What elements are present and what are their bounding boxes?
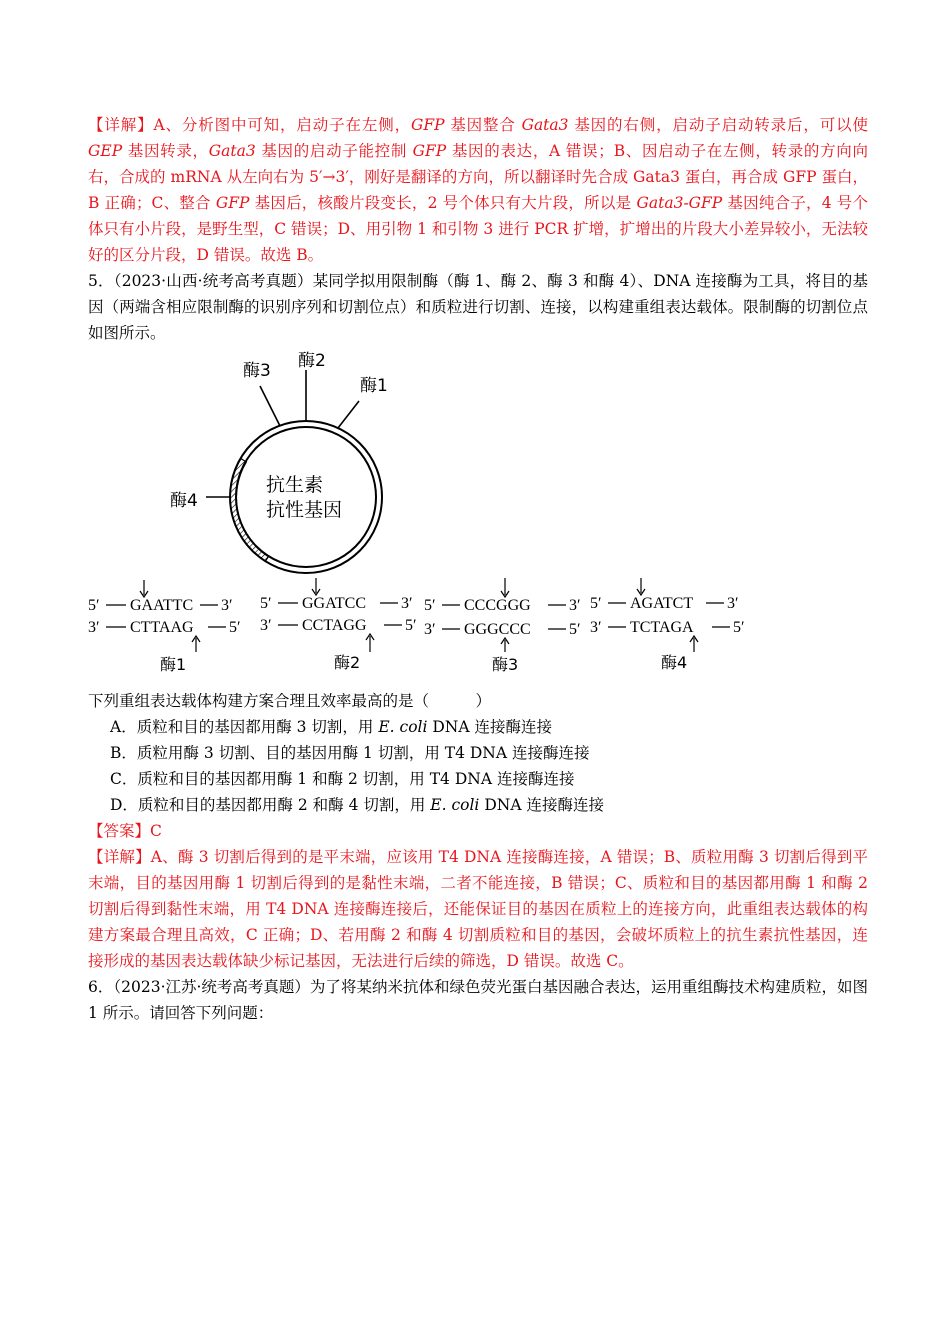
svg-text:5′: 5′ <box>88 597 100 614</box>
option-text-run: B．质粒用酶 3 切割、目的基因用酶 1 切割，用 T4 DNA 连接酶连接 <box>110 744 590 762</box>
svg-text:5′: 5′ <box>733 619 745 636</box>
restriction-enzyme-figure <box>88 346 868 684</box>
site3-enzyme-label: 酶3 <box>492 655 519 674</box>
question-5-answer: 【答案】C <box>88 822 162 840</box>
option-text-run: D．质粒和目的基因都用酶 2 和酶 4 切割，用 <box>110 796 431 814</box>
site1-enzyme-label: 酶1 <box>160 655 187 674</box>
svg-text:5′: 5′ <box>405 617 417 634</box>
prev-run: GFP <box>410 116 445 134</box>
svg-text:3′: 3′ <box>88 619 100 636</box>
site-4 <box>590 578 745 672</box>
enzyme4-label: 酶4 <box>170 491 198 511</box>
svg-text:5′: 5′ <box>260 595 272 612</box>
site-2 <box>260 578 417 672</box>
option-A[interactable] <box>88 714 868 740</box>
question-5-prompt: 下列重组表达载体构建方案合理且效率最高的是（ ） <box>88 692 492 710</box>
enzyme3-label: 酶3 <box>243 361 271 381</box>
site2-enzyme-label: 酶2 <box>334 653 361 672</box>
option-C[interactable] <box>88 766 868 792</box>
enzyme1-site-line <box>338 401 359 428</box>
prev-run: GFP <box>412 142 447 160</box>
svg-text:GGGCCC: GGGCCC <box>464 621 531 638</box>
svg-text:5′: 5′ <box>229 619 241 636</box>
svg-text:5′: 5′ <box>590 595 602 612</box>
site-3 <box>424 578 581 674</box>
prev-run: 基因纯合子，4 号个体只有小片段，是野生型，C 错误；D、用引物 1 和引物 3 进行 PCR 扩增，扩增出的片段大小差异较小，无法较好的区分片段，D 错误。故选 B。 <box>88 194 868 264</box>
site4-enzyme-label: 酶4 <box>661 653 688 672</box>
prev-run: GFP <box>215 194 250 212</box>
prev-run: 基因后，核酸片段变长，2 号个体只有大片段，所以是 <box>249 194 637 212</box>
plasmid-diagram <box>88 346 868 684</box>
prev-run: 基因转录， <box>122 142 209 160</box>
explanation-label: 【详解】 <box>88 116 154 134</box>
svg-text:3′: 3′ <box>569 597 581 614</box>
previous-explanation <box>88 112 868 268</box>
svg-text:3′: 3′ <box>590 619 602 636</box>
prev-run: 基因的启动子能控制 <box>255 142 413 160</box>
prev-run: 基因的表达，A 错误；B、因启动子在左侧，转录的方向向右，合成的 mRNA 从左向右为 5′→3′，刚好是翻译的方向，所以翻译时先合成 Gata3 蛋白，再合成 GFP 蛋白，B 正确；C、整合 <box>88 142 868 212</box>
prev-run: A、分析图中可知，启动子在左侧， <box>153 116 411 134</box>
prev-run: Gata3 <box>521 116 569 134</box>
option-text-run: C．质粒和目的基因都用酶 1 和酶 2 切割，用 T4 DNA 连接酶连接 <box>110 770 575 788</box>
svg-text:3′: 3′ <box>424 621 436 638</box>
document-page <box>88 112 868 1026</box>
prev-run: 基因的右侧，启动子启动转录后，可以使 <box>568 116 868 134</box>
option-text-run: E. coli <box>430 796 480 814</box>
svg-text:5′: 5′ <box>424 597 436 614</box>
svg-text:CTTAAG: CTTAAG <box>130 619 194 636</box>
enzyme3-site-line <box>260 386 280 426</box>
prev-run: 基因整合 <box>444 116 522 134</box>
option-B[interactable] <box>88 740 868 766</box>
svg-text:TCTAGA: TCTAGA <box>630 619 694 636</box>
plasmid-label-line1: 抗生素 <box>266 474 324 496</box>
option-text-run: DNA 连接酶连接 <box>479 796 604 814</box>
question-5-stem: 5．（2023·山西·统考高考真题）某同学拟用限制酶（酶 1、酶 2、酶 3 和酶 4）、DNA 连接酶为工具，将目的基因（两端含相应限制酶的识别序列和切割位点）和质粒进行切割、连接，以构建重组表达载体。限制酶的切割位点如图所示。 <box>88 272 868 342</box>
svg-text:3′: 3′ <box>727 595 739 612</box>
svg-text:GAATTC: GAATTC <box>130 597 194 614</box>
svg-text:GGATCC: GGATCC <box>302 595 367 612</box>
svg-text:3′: 3′ <box>260 617 272 634</box>
enzyme1-label: 酶1 <box>360 376 388 396</box>
question-5-explanation: 【详解】A、酶 3 切割后得到的是平末端，应该用 T4 DNA 连接酶连接，A 错误；B、质粒用酶 3 切割后得到平末端，目的基因用酶 1 切割后得到的是黏性末端，二者不能连接，B 错误；C、质粒和目的基因都用酶 1 和酶 2 切割后得到黏性末端，用 T4 DNA 连接酶连接后，还能保证目的基因在质粒上的连接方向，此重组表达载体的构建方案最合理且高效，C 正确；D、若用酶 2 和酶 4 切割质粒和目的基因，会破坏质粒上的抗生素抗性基因，连接形成的基因表达载体缺少标记基因，无法进行后续的筛选，D 错误。故选 C。 <box>88 848 868 970</box>
plasmid-inner-ring <box>236 427 376 567</box>
prev-run: GEP <box>88 142 123 160</box>
svg-text:CCCGGG: CCCGGG <box>464 597 531 614</box>
option-text-run: DNA 连接酶连接 <box>427 718 552 736</box>
svg-text:3′: 3′ <box>221 597 233 614</box>
svg-text:CCTAGG: CCTAGG <box>302 617 367 634</box>
question-5-options <box>88 714 868 818</box>
option-text-run: A．质粒和目的基因都用酶 3 切割，用 <box>110 718 379 736</box>
prev-run: Gata3 <box>208 142 256 160</box>
prev-run: Gata3-GFP <box>636 194 723 212</box>
svg-text:3′: 3′ <box>401 595 413 612</box>
resistance-gene-segment <box>230 459 268 562</box>
enzyme2-label: 酶2 <box>298 351 326 371</box>
svg-text:5′: 5′ <box>569 621 581 638</box>
plasmid-label-line2: 抗性基因 <box>266 499 343 521</box>
svg-text:AGATCT: AGATCT <box>630 595 694 612</box>
option-text-run: E. coli <box>378 718 428 736</box>
recognition-sequences <box>88 578 745 674</box>
question-6-stem: 6．（2023·江苏·统考高考真题）为了将某纳米抗体和绿色荧光蛋白基因融合表达，运用重组酶技术构建质粒，如图 1 所示。请回答下列问题： <box>88 978 868 1022</box>
option-D[interactable] <box>88 792 868 818</box>
site-1 <box>88 580 241 674</box>
